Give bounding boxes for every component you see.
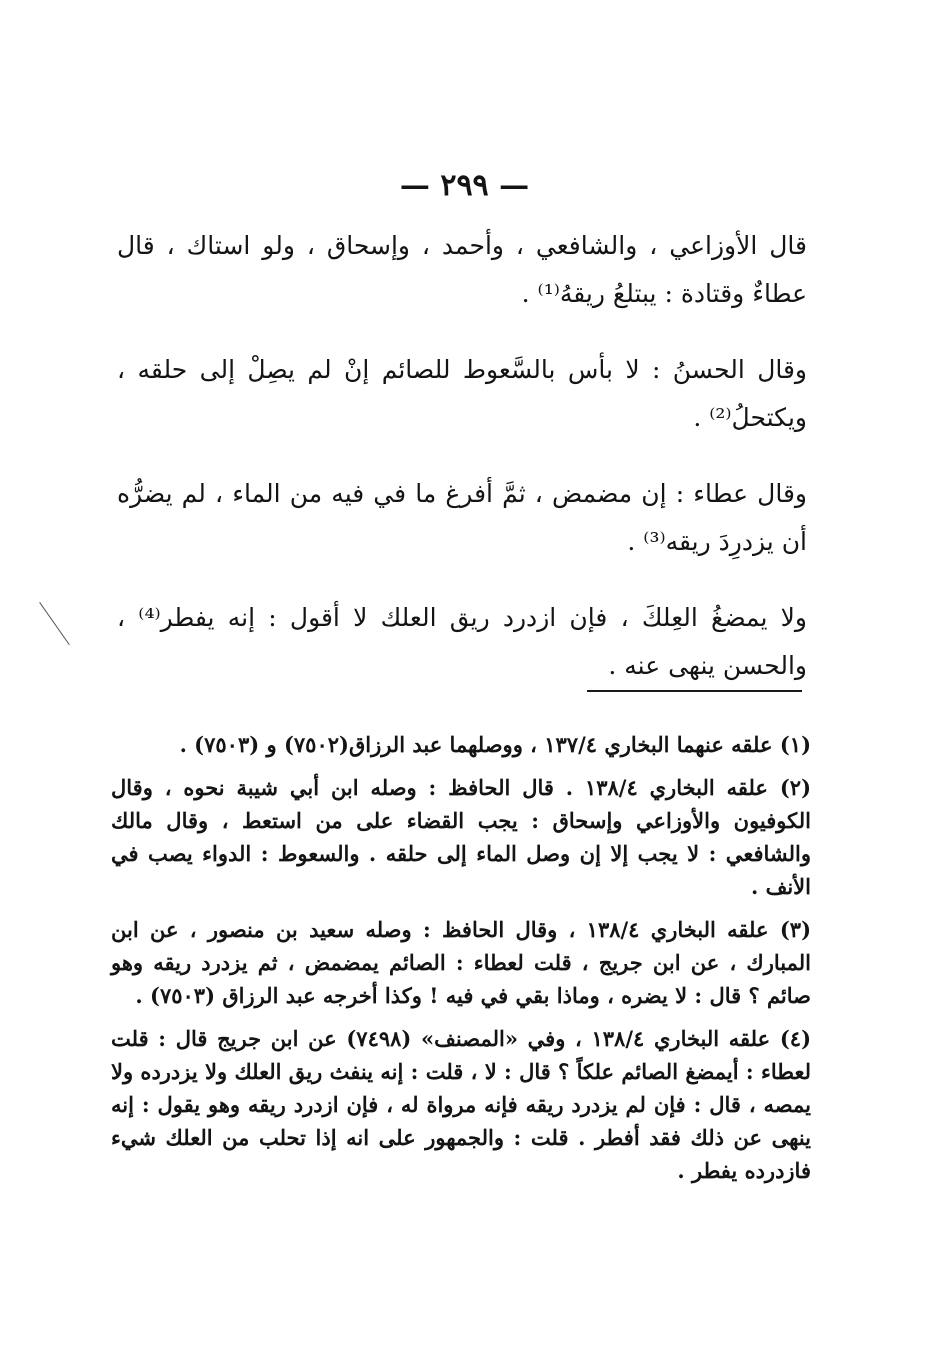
footnote-1: (١) علقه عنهما البخاري ١٣٧/٤ ، ووصلهما عبد الرزاق(٧٥٠٢) و (٧٥٠٣) . <box>179 732 811 757</box>
main-paragraph: وقال الحسنُ : لا بأس بالسَّعوط للصائم إنْ لم يصِلْ إلى حلقه ، ويكتحلُ⁽²⁾ . <box>117 355 807 432</box>
main-paragraph: ولا يمضغُ العِلكَ ، فإن ازدرد ريق العلك لا أقول : إنه يفطر⁽⁴⁾ ، والحسن ينهى عنه . <box>117 603 807 680</box>
page-number: — ٢٩٩ — <box>399 168 530 203</box>
footnote-separator <box>587 690 802 692</box>
footnotes <box>111 728 811 1197</box>
main-paragraph: قال الأوزاعي ، والشافعي ، وأحمد ، وإسحاق ، ولو استاك ، قال عطاءٌ وقتادة : يبتلعُ ريقهُ⁽¹⁾ . <box>117 231 807 308</box>
main-paragraph: وقال عطاء : إن مضمض ، ثمَّ أفرغ ما في فيه من الماء ، لم يضرُّه أن يزدرِدَ ريقه⁽³⁾ . <box>117 479 807 556</box>
footnote-3: (٣) علقه البخاري ١٣٨/٤ ، وقال الحافظ : وصله سعيد بن منصور ، عن ابن المبارك ، عن ابن جريج ، قلت لعطاء : الصائم يمضمض ، ثم يزدرد ريقه وهو صائم ؟ قال : لا يضره ، وماذا بقي في فيه ! وكذا أخرجه عبد الرزاق (٧٥٠٣) . <box>111 917 811 1008</box>
footnote-2: (٢) علقه البخاري ١٣٨/٤ . قال الحافظ : وصله ابن أبي شيبة نحوه ، وقال الكوفيون والأوزاعي وإسحاق : يجب القضاء على من استعط ، وقال مالك والشافعي : لا يجب إلا إن وصل الماء إلى حلقه . والسعوط : الدواء يصب في الأنف . <box>111 775 811 899</box>
footnote-4: (٤) علقه البخاري ١٣٨/٤ ، وفي «المصنف» (٧٤٩٨) عن ابن جريج قال : قلت لعطاء : أيمضغ الصائم علكاً ؟ قال : لا ، قلت : إنه ينفث ريق العلك ولا يزدرده ولا يمصه ، قال : فإن لم يزدرد ريقه فإنه مرواة له ، فإن ازدرد ريقه وهو يقول : إنه ينهى عن ذلك فقد أفطر . قلت : والجمهور على انه إذا تحلب من العلك شيء فازدرده يفطر . <box>111 1026 811 1183</box>
scan-mark <box>39 602 70 645</box>
main-text <box>117 222 807 718</box>
